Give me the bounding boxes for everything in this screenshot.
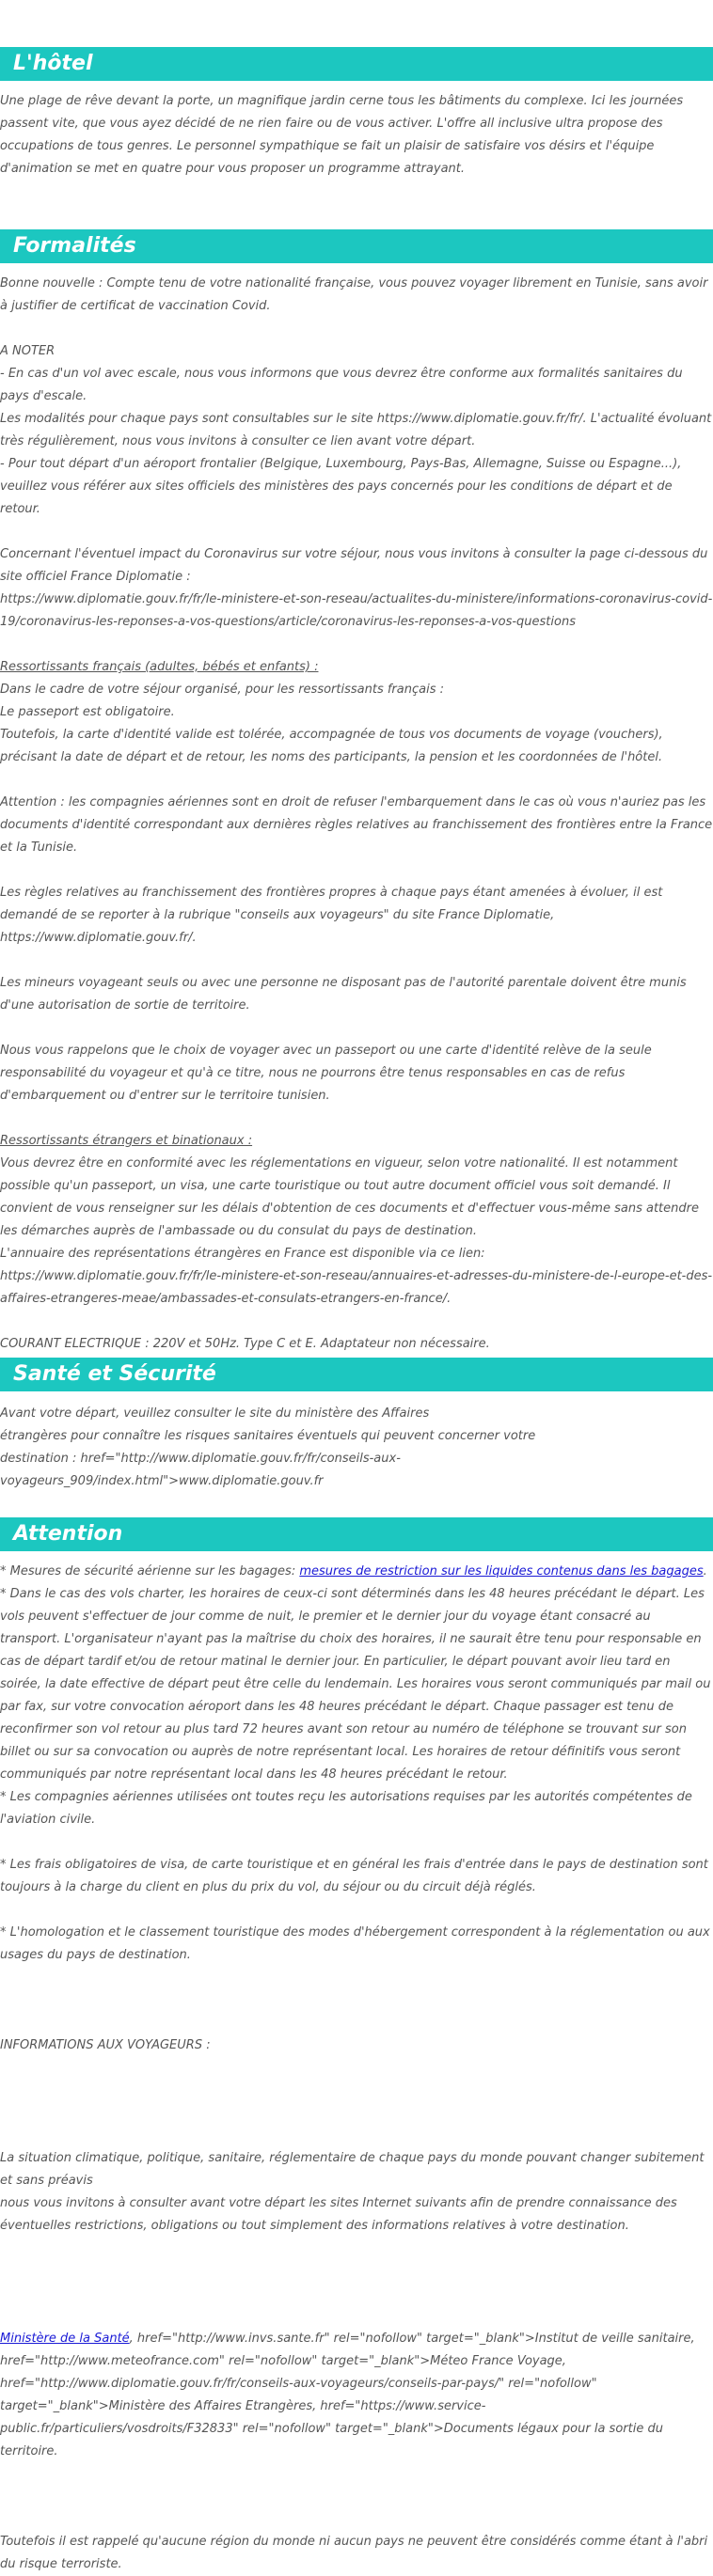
paragraph: Avant votre départ, veuillez consulter le site du ministère des Affaires (0, 1406, 430, 1421)
paragraph: Nous vous rappelons que le choix de voyager avec un passeport ou une carte d'identité relève de la seule responsabilité du voyageur et qu'à ce titre, nous ne pourrons être tenus responsables en cas de refus d'embarquement ou d'entrer sur le territoire tunisien. (0, 1044, 652, 1103)
paragraph: Les modalités pour chaque pays sont consultables sur le site https://www.diplomatie.gouv.fr/fr/. L'actualité évoluant très régulièrement, nous vous invitons à consulter ce lien avant votre départ. (0, 412, 712, 448)
paragraph (0, 1561, 713, 1583)
paragraph: COURANT ELECTRIQUE : 220V et 50Hz. Type C et E. Adaptateur non nécessaire. (0, 1337, 490, 1351)
paragraph: * L'homologation et le classement touristique des modes d'hébergement correspondent à la réglementation ou aux usages du pays de destination. (0, 1925, 710, 1962)
paragraph: Dans le cadre de votre séjour organisé, pour les ressortissants français : (0, 683, 444, 697)
section-title: Formalités (13, 234, 136, 258)
text: * Mesures de sécurité aérienne sur les bagages: (0, 1564, 300, 1579)
paragraph (0, 2328, 713, 2463)
paragraph: https://www.diplomatie.gouv.fr/fr/le-ministere-et-son-reseau/actualites-du-ministere/informations-coronavirus-covid-19/coronavirus-les-reponses-a-vos-questions/article/coronavirus-les-reponses-a-vos-questions (0, 592, 713, 629)
paragraph: * Les frais obligatoires de visa, de carte touristique et en général les frais d'entrée dans le pays de destination sont toujours à la charge du client en plus du prix du vol, du séjour ou du circuit déjà réglés. (0, 1858, 708, 1894)
paragraph: - En cas d'un vol avec escale, nous vous informons que vous devrez être conforme aux formalités sanitaires du pays d'escale. (0, 367, 683, 403)
paragraph: Toutefois, la carte d'identité valide est tolérée, accompagnée de tous vos documents de voyage (vouchers), précisant la date de départ et de retour, les noms des participants, la pension et les coordonnées de l'hôtel. (0, 728, 663, 764)
section-heading-sante (0, 1358, 713, 1391)
paragraph: https://www.diplomatie.gouv.fr/fr/le-ministere-et-son-reseau/annuaires-et-adresses-du-ministere-de-l-europe-et-des-affaires-etrangeres-meae/ambassades-et-consulats-etrangers-en-france/. (0, 1269, 713, 1306)
hotel-text (0, 90, 713, 181)
paragraph: Vous devrez être en conformité avec les réglementations en vigueur, selon votre nationalité. Il est notamment possible qu'un passeport, un visa, une carte touristique ou tout autre document officiel vous soit demandé. Il convient de vous renseigner sur les délais d'obtention de ces documents et d'effectuer vous-même sans attendre les démarches auprès de l'ambassade ou du consulat du pays de destination. (0, 1156, 699, 1238)
paragraph: La situation climatique, politique, sanitaire, réglementaire de chaque pays du monde pouvant changer subitement et sans préavis (0, 2151, 705, 2188)
paragraph: A NOTER (0, 344, 55, 358)
paragraph: * Dans le cas des vols charter, les horaires de ceux-ci sont déterminés dans les 48 heures précédant le départ. Les vols peuvent s'effectuer de jour comme de nuit, le premier et le dernier jour du voyage étant consacré au transport. L'organisateur n'ayant pas la maîtrise du choix des horaires, il ne saurait être tenu pour responsable en cas de départ tardif et/ou de retour matinal le dernier jour. En particulier, le départ pouvant avoir lieu tard en soirée, la date effective de départ peut être celle du lendemain. Les horaires vous seront communiqués par mail ou par fax, sur votre convocation aéroport dans les 48 heures précédant le départ. Chaque passager est tenu de reconfirmer son vol retour au plus tard 72 heures avant son retour au numéro de téléphone se trouvant sur son billet ou sur sa convocation ou auprès de notre représentant local. Les horaires de retour définitifs vous seront communiqués par notre représentant local dans les 48 heures précédant le retour. (0, 1587, 711, 1782)
ministere-sante-link[interactable]: Ministère de la Santé (0, 2332, 130, 2346)
paragraph: Les mineurs voyageant seuls ou avec une personne ne disposant pas de l'autorité parentale doivent être munis d'une autorisation de sortie de territoire. (0, 976, 687, 1013)
subheading: Ressortissants étrangers et binationaux : (0, 1134, 253, 1148)
paragraph: étrangères pour connaître les risques sanitaires éventuels qui peuvent concerner votre (0, 1429, 536, 1443)
section-title: L'hôtel (13, 52, 93, 75)
paragraph: Concernant l'éventuel impact du Coronavirus sur votre séjour, nous vous invitons à consulter la page ci-dessous du site officiel France Diplomatie : (0, 547, 708, 584)
paragraph: Bonne nouvelle : Compte tenu de votre nationalité française, vous pouvez voyager librement en Tunisie, sans avoir à justifier de certificat de vaccination Covid. (0, 276, 708, 313)
sante-text (0, 1403, 713, 1493)
attention-text (0, 1561, 713, 2576)
section-title: Attention (13, 1522, 123, 1546)
paragraph: Le passeport est obligatoire. (0, 705, 175, 719)
paragraph: * Les compagnies aériennes utilisées ont toutes reçu les autorisations requises par les autorités compétentes de l'aviation civile. (0, 1790, 692, 1827)
section-heading-formalites (0, 229, 713, 263)
text: . (703, 1564, 707, 1579)
subheading: Ressortissants français (adultes, bébés et enfants) : (0, 660, 319, 674)
section-heading-attention (0, 1517, 713, 1551)
paragraph: Les règles relatives au franchissement des frontières propres à chaque pays étant amenées à évoluer, il est demandé de se reporter à la rubrique "conseils aux voyageurs" du site France Diplomatie, https://www.diplomatie.gouv.fr/. (0, 886, 663, 945)
paragraph: destination : href="http://www.diplomatie.gouv.fr/fr/conseils-aux-voyageurs_909/index.html">www.diplomatie.gouv.fr (0, 1452, 401, 1488)
hotel-paragraph: Une plage de rêve devant la porte, un magnifique jardin cerne tous les bâtiments du complexe. Ici les journées passent vite, que vous ayez décidé de ne rien faire ou de vous activer. L'offre all inclusive ultra propose des occupations de tous genres. Le personnel sympathique se fait un plaisir de satisfaire vos désirs et l'équipe d'animation se met en quatre pour vous proposer un programme attrayant. (0, 94, 684, 176)
paragraph: nous vous invitons à consulter avant votre départ les sites Internet suivants afin de prendre connaissance des éventuelles restrictions, obligations ou tout simplement des informations relatives à votre destination. (0, 2196, 677, 2233)
liquids-restriction-link[interactable]: mesures de restriction sur les liquides contenus dans les bagages (299, 1564, 704, 1579)
section-title: Santé et Sécurité (13, 1362, 216, 1386)
paragraph: INFORMATIONS AUX VOYAGEURS : (0, 2038, 211, 2052)
paragraph: - Pour tout départ d'un aéroport frontalier (Belgique, Luxembourg, Pays-Bas, Allemagne, Suisse ou Espagne...), veuillez vous référer aux sites officiels des ministères des pays concernés pour les conditions de départ et de retour. (0, 457, 682, 516)
text: , href="http://www.invs.sante.fr" rel="nofollow" target="_blank">Institut de veille sanitaire, href="http://www.meteofrance.com" rel="nofollow" target="_blank">Méteo France Voyage, href="http://www.diplomatie.gouv.fr/fr/conseils-aux-voyageurs/conseils-par-pays/" rel="nofollow" target="_blank">Ministère des Affaires Etrangères, href="https://www.service-public.fr/particuliers/vosdroits/F32833" rel="nofollow" target="_blank">Documents légaux pour la sortie du territoire. (0, 2332, 695, 2458)
paragraph: Toutefois il est rappelé qu'aucune région du monde ni aucun pays ne peuvent être considérés comme étant à l'abri du risque terroriste. (0, 2535, 708, 2571)
section-heading-hotel (0, 47, 713, 81)
formalites-text (0, 273, 713, 1356)
paragraph: L'annuaire des représentations étrangères en France est disponible via ce lien: (0, 1247, 485, 1261)
paragraph: Attention : les compagnies aériennes sont en droit de refuser l'embarquement dans le cas où vous n'auriez pas les documents d'identité correspondant aux dernières règles relatives au franchissement des frontières entre la France et la Tunisie. (0, 795, 713, 855)
